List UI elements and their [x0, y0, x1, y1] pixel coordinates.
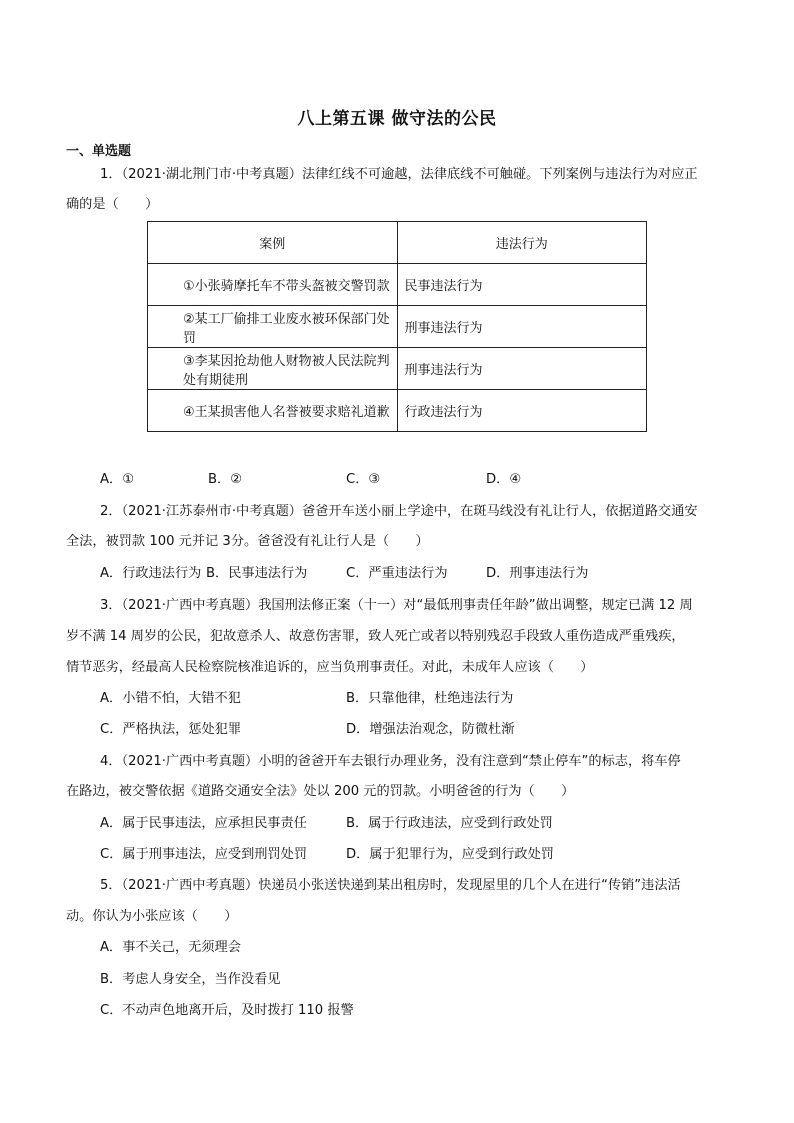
- question-4-option-d: D．属于犯罪行为，应受到行政处罚: [346, 847, 554, 862]
- table-row: [148, 306, 647, 348]
- question-4-option-b: B．属于行政违法，应受到行政处罚: [346, 816, 553, 831]
- page-title: 八上第五课 做守法的公民: [297, 109, 497, 129]
- question-5-line-1: 5．（2021·广西中考真题）快递员小张送快递到某出租房时，发现屋里的几个人在进行“传销”违法活: [100, 878, 681, 893]
- question-2-line-1: 2．（2021·江苏泰州市·中考真题）爸爸开车送小丽上学途中，在斑马线没有礼让行人，依据道路交通安: [100, 504, 698, 519]
- question-2-option-b: B．民事违法行为: [206, 566, 308, 581]
- question-3-line-2: 岁不满 14 周岁的公民，犯故意杀人、故意伤害罪，致人死亡或者以特别残忍手段致人重伤造成严重残疾，: [66, 629, 685, 644]
- question-3-line-3: 情节恶劣，经最高人民检察院核准追诉的，应当负刑事责任。对此，未成年人应该（ ）: [66, 660, 594, 675]
- question-2-option-a: A．行政违法行为: [100, 566, 202, 581]
- question-3-option-a: A．小错不怕，大错不犯: [100, 691, 241, 706]
- question-1-line-1: 1．（2021·湖北荆门市·中考真题）法律红线不可逾越，法律底线不可触碰。下列案例与违法行为对应正: [100, 167, 698, 182]
- question-1-option-b: B．②: [208, 472, 243, 487]
- question-3-option-d: D．增强法治观念，防微杜渐: [346, 722, 515, 737]
- table-row: [148, 348, 647, 390]
- question-4-option-a: A．属于民事违法，应承担民事责任: [100, 816, 307, 831]
- table-cell-case: ①小张骑摩托车不带头盔被交警罚款: [148, 264, 398, 306]
- question-2-line-2: 全法，被罚款 100 元并记 3分。爸爸没有礼让行人是（ ）: [66, 534, 429, 549]
- table-cell-violation: 刑事违法行为: [397, 306, 647, 348]
- table-cell-case: ②某工厂偷排工业废水被环保部门处罚: [148, 306, 398, 348]
- question-2-option-c: C．严重违法行为: [346, 566, 448, 581]
- question-4-option-c: C．属于刑事违法，应受到刑罚处罚: [100, 847, 308, 862]
- question-1-option-c: C．③: [346, 472, 381, 487]
- question-5-option-b: B．考虑人身安全，当作没看见: [100, 972, 281, 987]
- table-cell-violation: 民事违法行为: [397, 264, 647, 306]
- question-2-option-d: D．刑事违法行为: [486, 566, 589, 581]
- question-3-option-b: B．只靠他律，杜绝违法行为: [346, 691, 514, 706]
- question-4-line-1: 4．（2021·广西中考真题）小明的爸爸开车去银行办理业务，没有注意到“禁止停车”的标志，将车停: [100, 754, 681, 769]
- case-table: [147, 221, 647, 432]
- question-5-line-2: 动。你认为小张应该（ ）: [66, 909, 238, 924]
- question-5-option-a: A．事不关己，无须理会: [100, 940, 241, 955]
- table-cell-violation: 行政违法行为: [397, 390, 647, 432]
- table-header-violation: 违法行为: [397, 222, 647, 264]
- question-1-option-a: A．①: [100, 472, 135, 487]
- table-cell-violation: 刑事违法行为: [397, 348, 647, 390]
- question-4-line-2: 在路边，被交警依据《道路交通安全法》处以 200 元的罚款。小明爸爸的行为（ ）: [66, 784, 575, 799]
- table-row: [148, 390, 647, 432]
- table-header-case: 案例: [148, 222, 398, 264]
- section-heading: 一、单选题: [66, 144, 132, 159]
- question-1-option-d: D．④: [486, 472, 522, 487]
- table-cell-case: ④王某损害他人名誉被要求赔礼道歉: [148, 390, 398, 432]
- question-1-line-2: 确的是（ ）: [66, 197, 159, 212]
- table-header-row: [148, 222, 647, 264]
- table-cell-case: ③李某因抢劫他人财物被人民法院判处有期徒刑: [148, 348, 398, 390]
- table-row: [148, 264, 647, 306]
- question-3-line-1: 3．（2021·广西中考真题）我国刑法修正案（十一）对“最低刑事责任年龄”做出调整，规定已满 12 周: [100, 598, 693, 613]
- question-3-option-c: C．严格执法，惩处犯罪: [100, 722, 242, 737]
- question-5-option-c: C．不动声色地离开后，及时拨打 110 报警: [100, 1003, 354, 1018]
